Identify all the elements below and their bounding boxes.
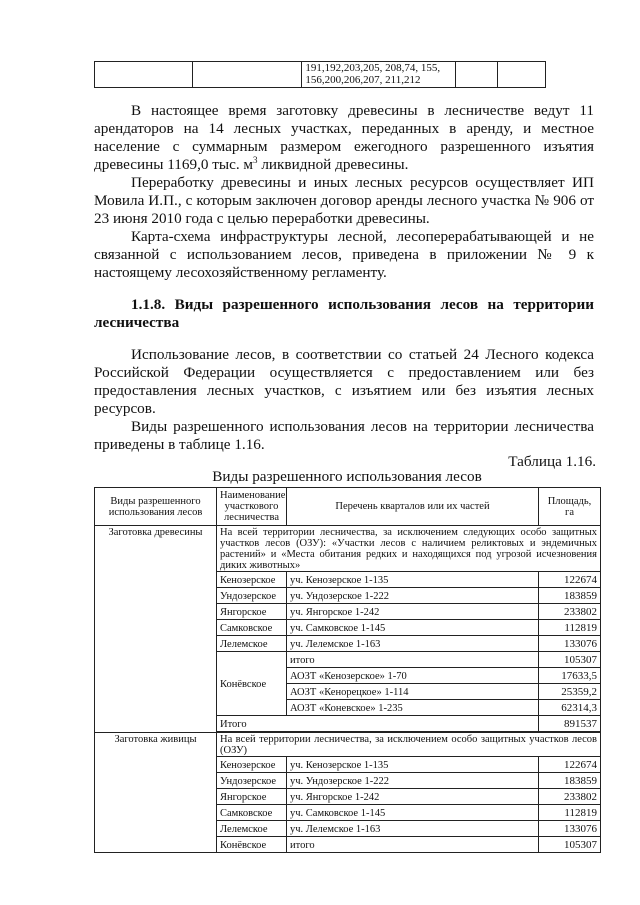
table-header-row xyxy=(95,488,601,526)
table-cell: Лелемское xyxy=(217,821,287,837)
continuation-table xyxy=(94,61,546,88)
table-cell: Лелемское xyxy=(217,636,287,652)
table-cell: Конёвское xyxy=(217,837,287,853)
table-cell: итого xyxy=(287,652,539,668)
table-cell: Ундозерское xyxy=(217,773,287,789)
table-cell: 133076 xyxy=(539,821,601,837)
empty-cell xyxy=(95,62,193,88)
header-activity: Виды разрешенного использования лесов xyxy=(95,488,217,526)
table-row xyxy=(95,526,601,572)
table-cell: Самковское xyxy=(217,620,287,636)
table-cell: 183859 xyxy=(539,773,601,789)
table-cell: 122674 xyxy=(539,572,601,588)
table-cell: Карта-схема инфраструктуры лесной, лесоперерабатывающей и не связанной с использованием лесов, приведена в приложении № 9 к настоящему лесохозяйственному регламенту. xyxy=(94,228,594,281)
empty-cell xyxy=(192,62,302,88)
table-cell: Самковское xyxy=(217,805,287,821)
table-cell: 1.1.8. Виды разрешенного использования лесов на территории лесничества xyxy=(94,296,594,331)
table-cell: 105307 xyxy=(539,837,601,853)
table-cell: итого xyxy=(287,837,539,853)
header-quarters: Перечень кварталов или их частей xyxy=(287,488,539,526)
table-cell: уч. Кенозерское 1-135 xyxy=(287,572,539,588)
table-cell: Конёвское xyxy=(217,652,287,716)
empty-cell xyxy=(498,62,546,88)
table-cell: 122674 xyxy=(539,757,601,773)
table-row xyxy=(95,733,601,757)
table-cell: Использование лесов, в соответствии со статьей 24 Лесного кодекса Российской Федерации осуществляется с предоставлением или без предоставления лесных участков, с изъятием или без изъятия лесных ресурсов. xyxy=(94,346,594,417)
table-cell: 133076 xyxy=(539,636,601,652)
table-cell: АОЗТ «Коневское» 1-235 xyxy=(287,700,539,716)
superscript: 3 xyxy=(253,154,258,165)
table-cell: уч. Самковское 1-145 xyxy=(287,620,539,636)
paragraph-table-ref xyxy=(94,418,594,454)
paragraph-processing xyxy=(94,174,594,228)
table-number: Таблица 1.16. xyxy=(508,453,596,470)
table-cell: 183859 xyxy=(539,588,601,604)
description-cell: На всей территории лесничества, за исключением особо защитных участков лесов (ОЗУ) xyxy=(217,733,601,757)
paragraph-lessees xyxy=(94,102,594,174)
permitted-use-table xyxy=(94,487,601,853)
table-title: Виды разрешенного использования лесов xyxy=(212,468,482,485)
table-cell: уч. Янгорское 1-242 xyxy=(287,789,539,805)
quarters-line: 191,192,203,205, 208,74, 155, xyxy=(305,62,441,74)
paragraph-map xyxy=(94,228,594,282)
quarters-line: 156,200,206,207, 211,212 xyxy=(305,74,421,86)
table-cell: 17633,5 xyxy=(539,668,601,684)
table-cell: 112819 xyxy=(539,620,601,636)
table-cell: Виды разрешенного использования лесов на территории лесничества приведены в таблице 1.16. xyxy=(94,418,594,453)
empty-cell xyxy=(456,62,498,88)
table-cell: уч. Янгорское 1-242 xyxy=(287,604,539,620)
table-cell: 233802 xyxy=(539,789,601,805)
table-cell: 233802 xyxy=(539,604,601,620)
table-cell: ликвидной древесины. xyxy=(257,156,409,173)
table-cell: АОЗТ «Кенозерское» 1-70 xyxy=(287,668,539,684)
table-cell: Кенозерское xyxy=(217,757,287,773)
table-cell: Янгорское xyxy=(217,604,287,620)
table-cell: 105307 xyxy=(539,652,601,668)
table-cell: 25359,2 xyxy=(539,684,601,700)
table-cell: уч. Лелемское 1-163 xyxy=(287,821,539,837)
activity-cell: Заготовка древесины xyxy=(95,526,217,733)
header-area: Площадь, га xyxy=(539,488,601,526)
table-cell: 62314,3 xyxy=(539,700,601,716)
table-cell: В настоящее время заготовку древесины в лесничестве ведут 11 арендаторов на 14 лесных участках, переданных в аренду, и местное население с суммарным размером ежегодного разрешенного изъятия древесины 1169,0 тыс. м xyxy=(94,102,594,173)
header-forestry: Наименование участкового лесничества xyxy=(217,488,287,526)
table-cell: уч. Самковское 1-145 xyxy=(287,805,539,821)
table-cell: Переработку древесины и иных лесных ресурсов осуществляет ИП Мовила И.П., с которым заключен договор аренды лесного участка № 906 от 23 июня 2010 года с целью переработки древесины. xyxy=(94,174,594,227)
table-cell: уч. Ундозерское 1-222 xyxy=(287,588,539,604)
table-cell: Ундозерское xyxy=(217,588,287,604)
table-cell: уч. Лелемское 1-163 xyxy=(287,636,539,652)
quarters-cell xyxy=(302,62,456,88)
table-cell: уч. Кенозерское 1-135 xyxy=(287,757,539,773)
table-cell: Кенозерское xyxy=(217,572,287,588)
total-value: 891537 xyxy=(539,716,601,732)
table-cell: Янгорское xyxy=(217,789,287,805)
table-cell: АОЗТ «Кенорецкое» 1-114 xyxy=(287,684,539,700)
description-cell: На всей территории лесничества, за исключением следующих особо защитных участков лесов (ОЗУ): «Участки лесов с наличием реликтовых и эндемичных растений» и «Места обитания редких и находящихся под угрозой исчезновения диких животных» xyxy=(217,526,601,572)
table-cell: уч. Ундозерское 1-222 xyxy=(287,773,539,789)
table-cell: 112819 xyxy=(539,805,601,821)
total-label: Итого xyxy=(217,716,539,732)
activity-cell: Заготовка живицы xyxy=(95,733,217,853)
section-heading xyxy=(94,296,594,332)
paragraph-usage xyxy=(94,346,594,418)
